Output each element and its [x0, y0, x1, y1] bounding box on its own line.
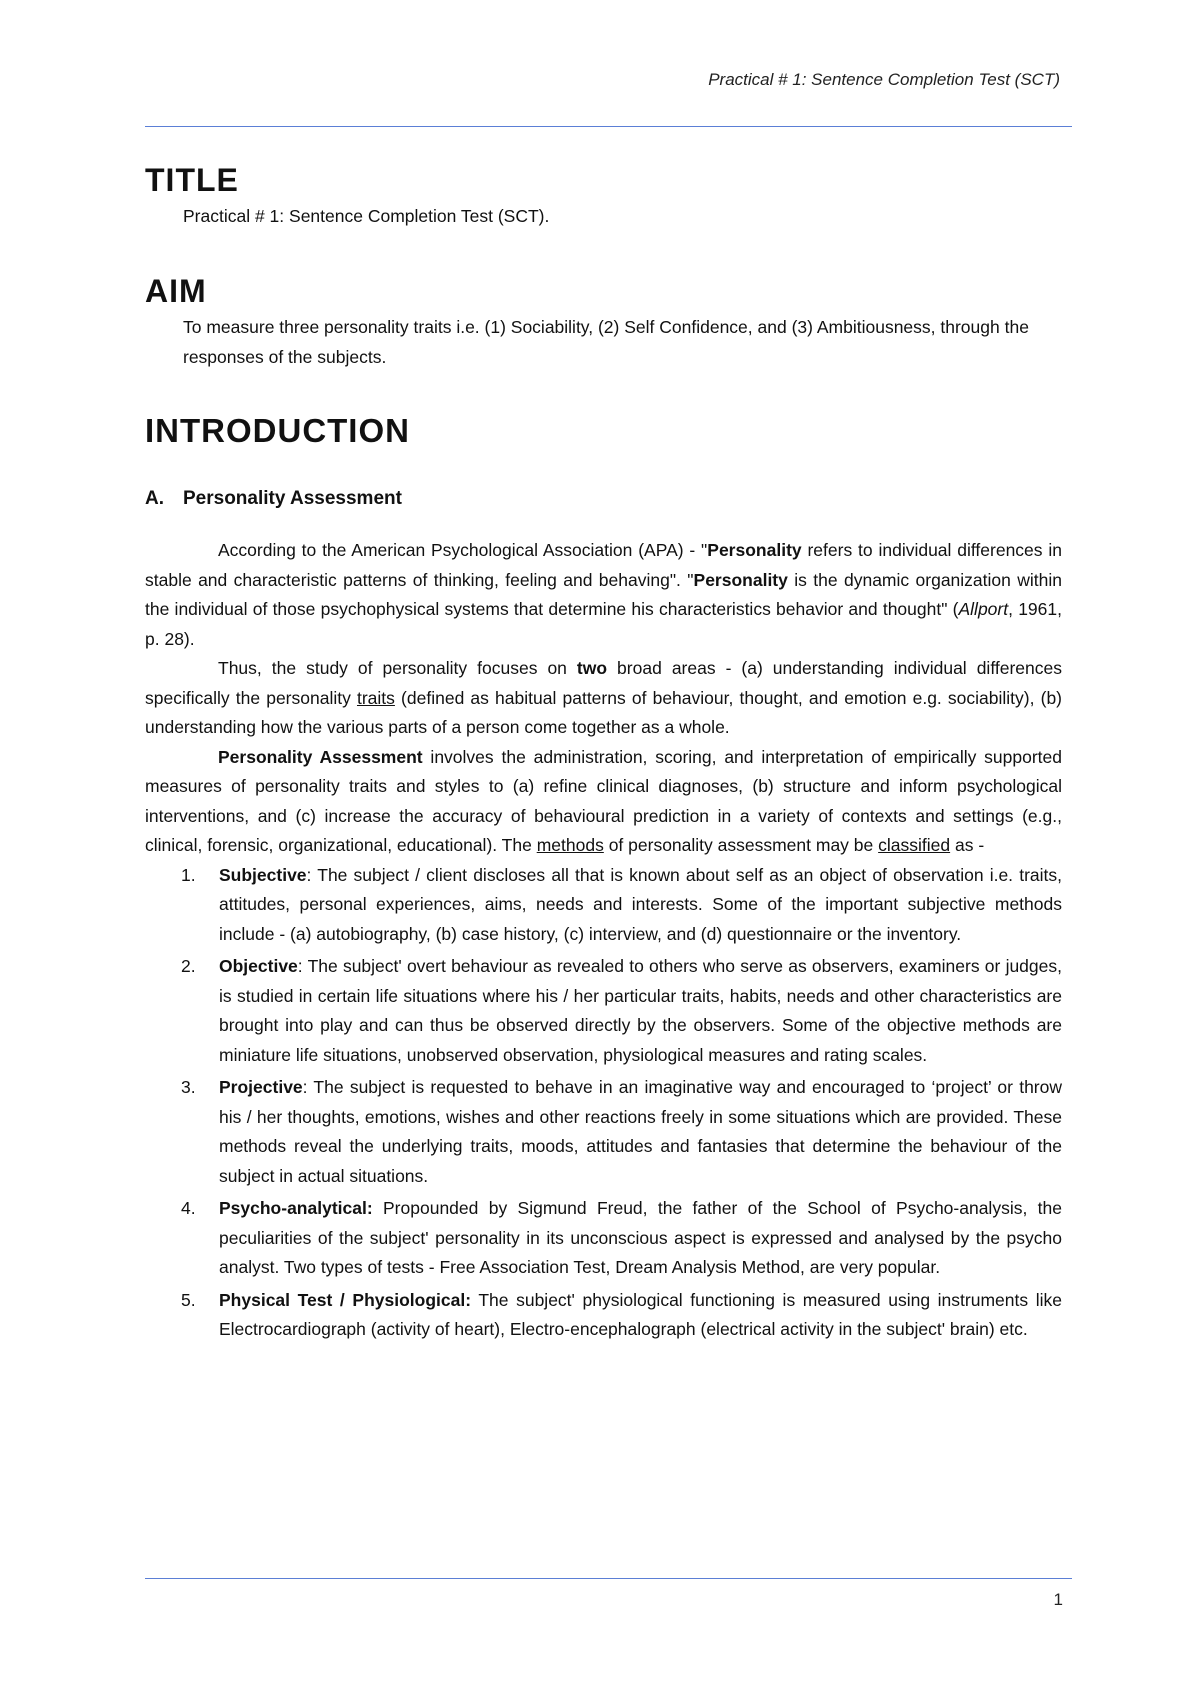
p2-text-b: broad areas - (a) understanding individual differences specifically the personality	[145, 658, 1062, 708]
list-number: 5.	[181, 1289, 196, 1310]
list-number: 3.	[181, 1077, 196, 1097]
p1-text-d: , 1961, p. 28).	[145, 599, 1062, 649]
p1-keyword-1: Personality	[707, 540, 802, 560]
methods-list	[145, 861, 1062, 1345]
list-text: : The subject / client discloses all that is known about self as an object of observation i.e. traits, attitudes, personal experiences, aims, needs and interests. Some of the important subjective methods include - (a) autobiography, (b) case history, (c) interview, and (d) questionnaire or the inventory.	[219, 864, 1062, 944]
p1-text-c: is the dynamic organization within the individual of those psychophysical systems that determine his characteristics behavior and thought" (	[145, 569, 1062, 619]
p2-underlined: traits	[356, 687, 395, 708]
page-content	[145, 162, 1062, 1348]
title-text: Practical # 1: Sentence Completion Test (SCT).	[183, 206, 550, 226]
list-term: Physical Test / Physiological:	[219, 1289, 472, 1310]
p1-keyword-2: Personality	[693, 569, 788, 590]
intro-paragraph-2	[145, 654, 1062, 743]
p1-text-a: According to the American Psychological Association (APA) - "	[218, 540, 708, 560]
p3-text-c: as -	[950, 835, 985, 855]
p3-text-b: of personality assessment may be	[603, 835, 879, 855]
list-term: Psycho-analytical:	[219, 1198, 373, 1218]
list-number: 4.	[181, 1198, 196, 1218]
introduction-heading: INTRODUCTION	[145, 412, 410, 449]
list-item	[145, 1286, 1062, 1345]
list-term: Subjective	[219, 864, 307, 885]
subsection-title: Personality Assessment	[183, 488, 402, 509]
title-heading: TITLE	[145, 162, 239, 198]
list-item	[145, 1194, 1062, 1283]
p2-keyword: two	[576, 658, 608, 678]
subsection-heading	[145, 488, 1062, 510]
list-text: : The subject is requested to behave in an imaginative way and encouraged to ‘project’ or throw his / her thoughts, emotions, wishes and other reactions freely in some situations which are provided. These methods reveal the underlying traits, moods, attitudes and fantasies that determine the behaviour of the subject in actual situations.	[219, 1077, 1062, 1186]
list-term: Projective	[219, 1077, 303, 1097]
list-item	[145, 1073, 1062, 1191]
list-text: : The subject' overt behaviour as revealed to others who serve as observers, examiners or judges, is studied in certain life situations where his / her particular traits, habits, needs and other characteristics are brought into play and can thus be observed directly by the observers. Some of the objective methods are miniature life situations, unobserved observation, physiological measures and rating scales.	[219, 956, 1062, 1065]
list-item	[145, 861, 1062, 950]
running-header: Practical # 1: Sentence Completion Test (SCT)	[708, 70, 1060, 89]
intro-paragraph-3	[145, 743, 1062, 861]
aim-text: To measure three personality traits i.e. (1) Sociability, (2) Self Confidence, and (3) Ambitiousness, through the responses of the subjects.	[183, 317, 1029, 367]
list-term: Objective	[219, 956, 298, 976]
p1-text-b: refers to individual differences in stable and characteristic patterns of thinking, feeling and behaving". "	[145, 540, 1062, 590]
p1-citation: Allport	[958, 599, 1009, 619]
header-rule	[145, 126, 1072, 127]
list-text: The subject' physiological functioning is measured using instruments like Electrocardiograph (activity of heart), Electro-encephalograph (electrical activity in the subject' brain) etc.	[219, 1289, 1062, 1339]
aim-heading: AIM	[145, 273, 207, 309]
p3-underlined-1: methods	[536, 835, 604, 855]
intro-paragraph-1	[145, 536, 1062, 654]
p3-text-a: involves the administration, scoring, and interpretation of empirically supported measures of personality traits and styles to (a) refine clinical diagnoses, (b) structure and inform psychological interventions, and (c) increase the accuracy of behavioural prediction in a variety of contexts and settings (e.g., clinical, forensic, organizational, educational). The	[145, 746, 1062, 855]
p3-keyword: Personality Assessment	[218, 746, 423, 767]
p3-underlined-2: classified	[878, 835, 951, 855]
footer-rule	[145, 1578, 1072, 1579]
page-number: 1	[1053, 1590, 1063, 1609]
list-number: 1.	[181, 864, 196, 885]
list-number: 2.	[181, 956, 196, 976]
p2-text-c: (defined as habitual patterns of behaviour, thought, and emotion e.g. sociability), (b) understanding how the various parts of a person come together as a whole.	[145, 687, 1062, 737]
subsection-letter: A.	[145, 488, 164, 509]
p2-text-a: Thus, the study of personality focuses on	[218, 658, 577, 678]
list-item	[145, 952, 1062, 1070]
list-text: Propounded by Sigmund Freud, the father of the School of Psycho-analysis, the peculiarities of the subject' personality in its unconscious aspect is expressed and analysed by the psycho analyst. Two types of tests - Free Association Test, Dream Analysis Method, are very popular.	[219, 1198, 1062, 1277]
